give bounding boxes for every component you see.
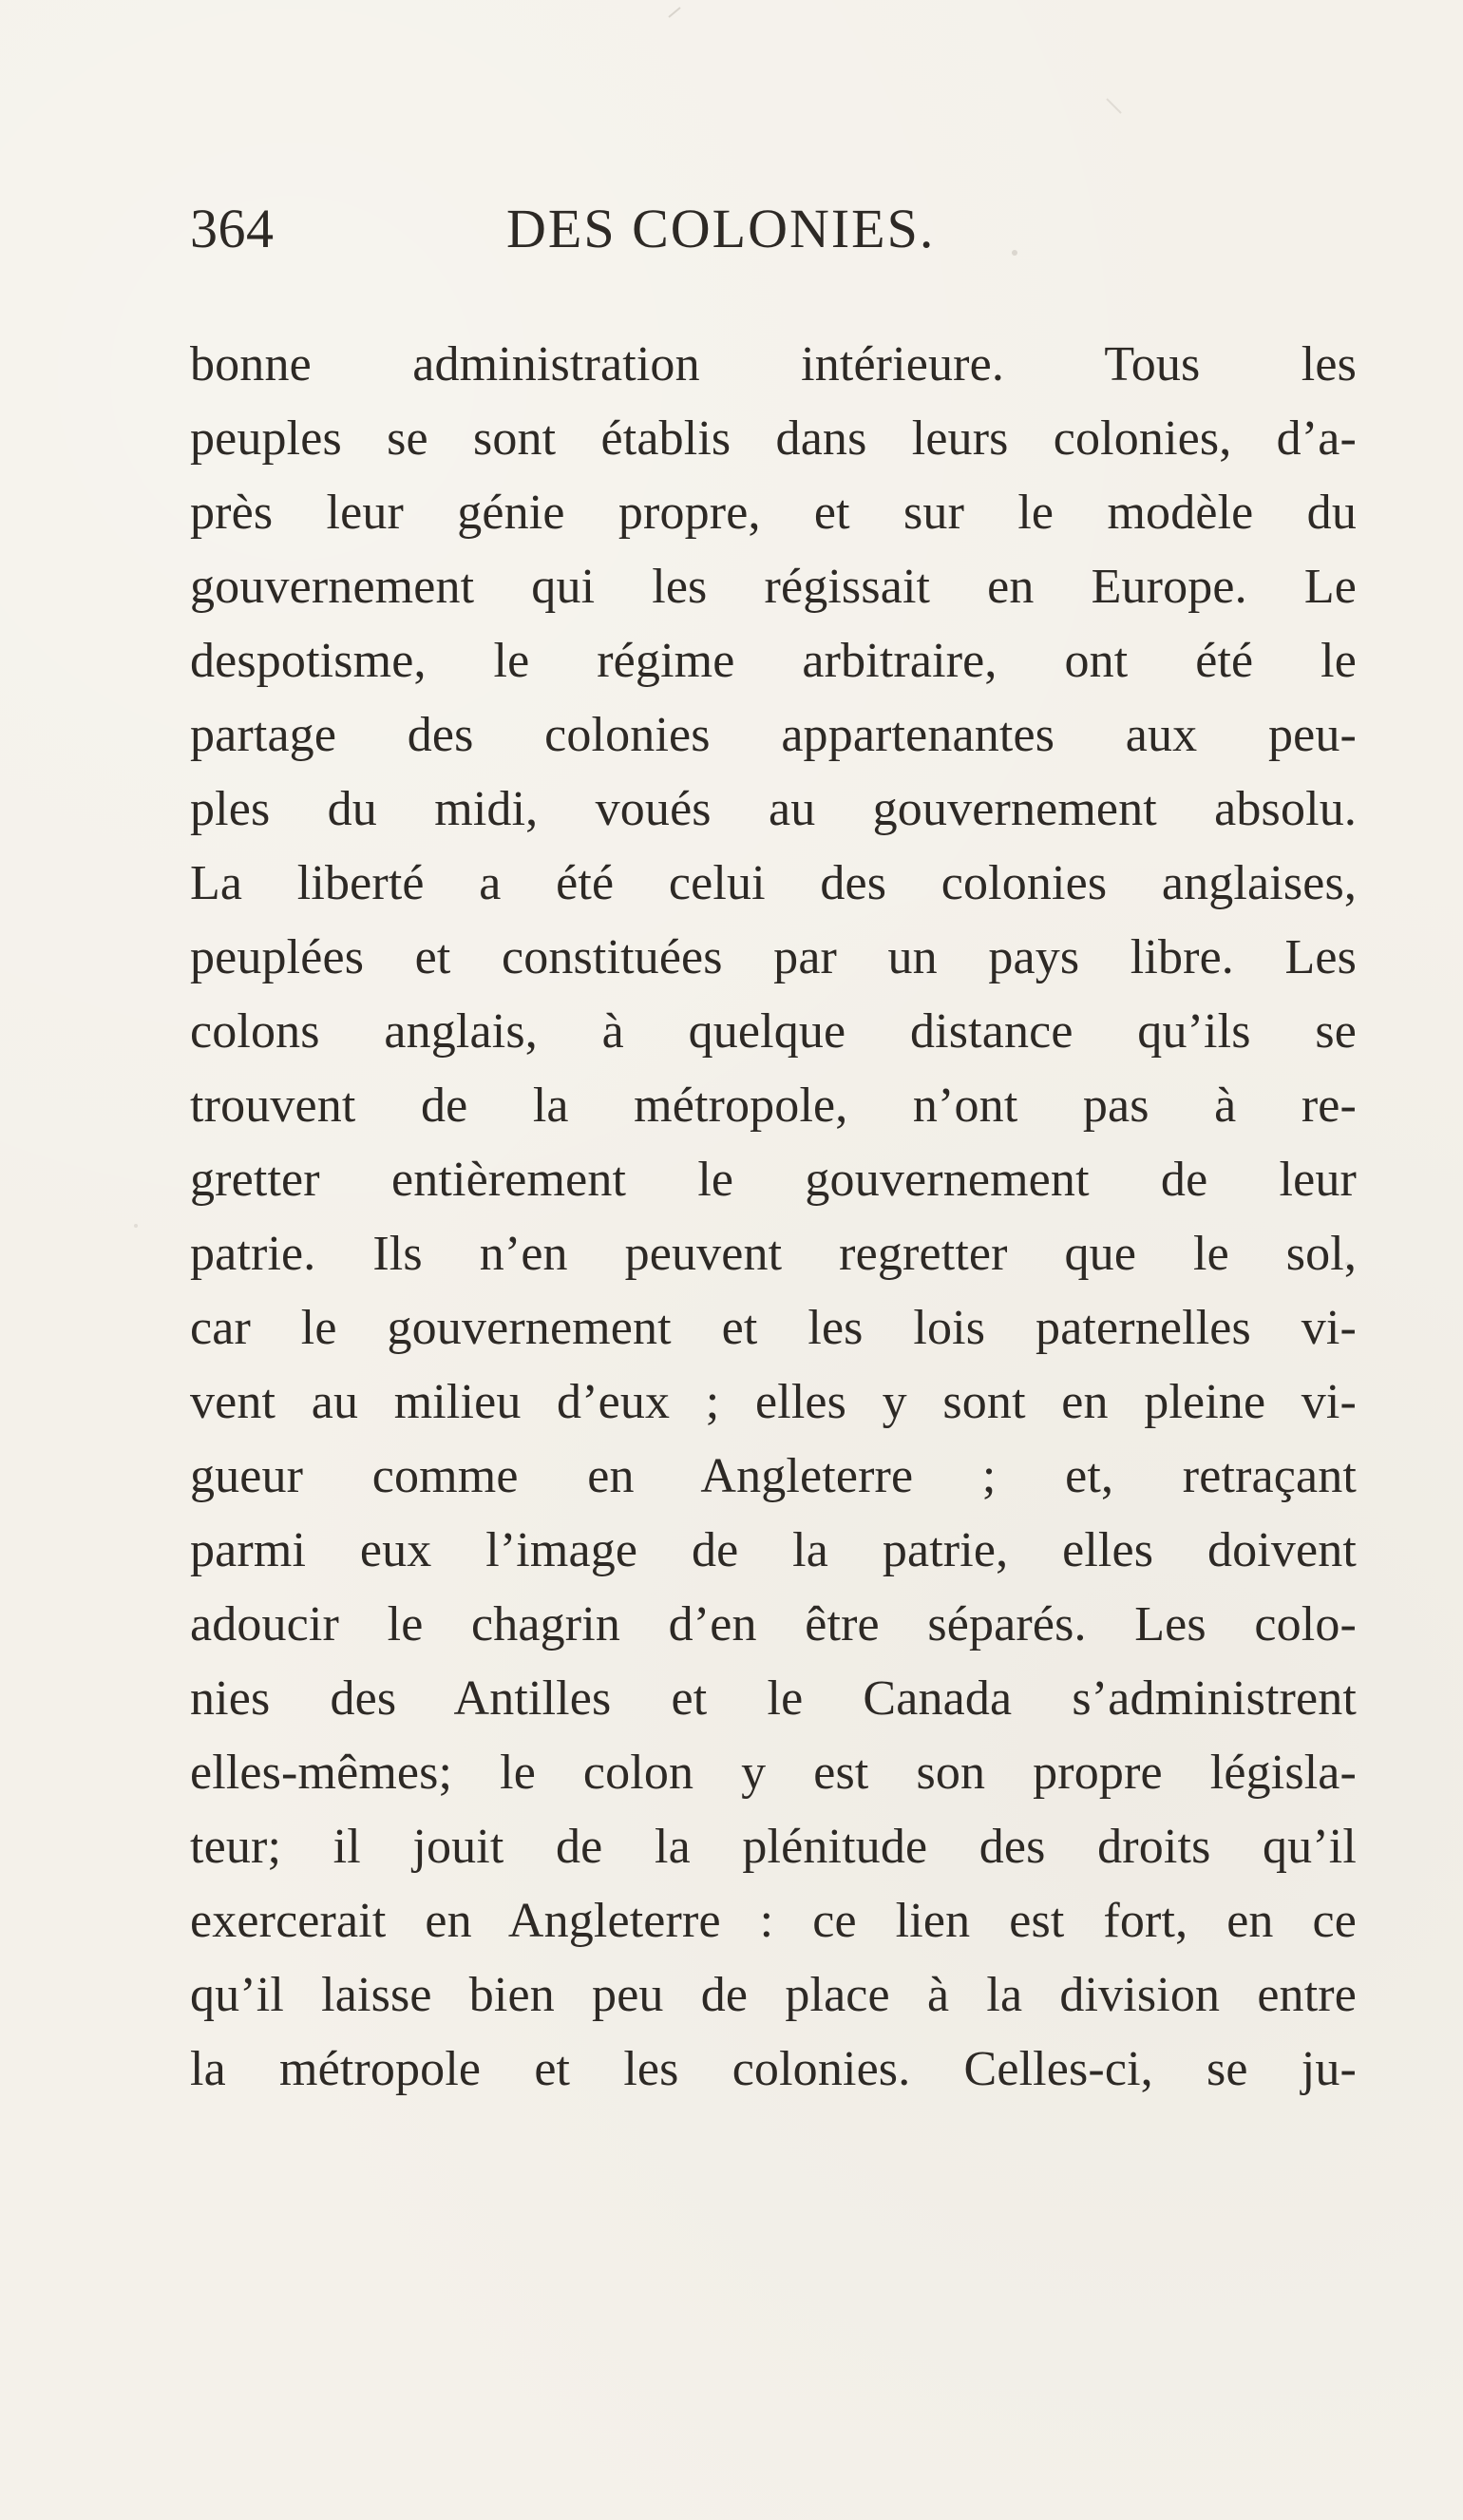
text-line: patrie. Ils n’en peuvent regretter que le sol, bbox=[190, 1227, 1357, 1281]
text-line: parmi eux l’image de la patrie, elles doivent bbox=[190, 1523, 1357, 1577]
running-title: DES COLONIES. bbox=[506, 198, 936, 259]
page-number: 364 bbox=[190, 198, 275, 259]
text-line: exercerait en Angleterre : ce lien est fort, en ce bbox=[190, 1894, 1357, 1948]
text-line: nies des Antilles et le Canada s’administrent bbox=[190, 1671, 1357, 1726]
text-line: trouvent de la métropole, n’ont pas à re- bbox=[190, 1079, 1357, 1133]
paper-mark bbox=[1107, 99, 1121, 113]
text-line: la métropole et les colonies. Celles-ci, se ju- bbox=[190, 2042, 1357, 2096]
text-line: près leur génie propre, et sur le modèle du bbox=[190, 486, 1357, 540]
text-line: gretter entièrement le gouvernement de leur bbox=[190, 1153, 1357, 1207]
text-line: peuples se sont établis dans leurs colonies, d’a- bbox=[190, 411, 1357, 466]
text-line: ples du midi, voués au gouvernement absolu. bbox=[190, 782, 1357, 836]
paper-speck bbox=[134, 1224, 138, 1228]
text-line: adoucir le chagrin d’en être séparés. Les colo- bbox=[190, 1597, 1357, 1651]
text-line: La liberté a été celui des colonies anglaises, bbox=[190, 856, 1357, 910]
text-line: elles-mêmes; le colon y est son propre législa- bbox=[190, 1746, 1357, 1800]
text-line: teur; il jouit de la plénitude des droits qu’il bbox=[190, 1820, 1357, 1874]
text-line: gouvernement qui les régissait en Europe. Le bbox=[190, 560, 1357, 614]
text-line: qu’il laisse bien peu de place à la division entre bbox=[190, 1968, 1357, 2022]
page-header bbox=[190, 198, 1311, 287]
text-line: vent au milieu d’eux ; elles y sont en pleine vi- bbox=[190, 1375, 1357, 1429]
text-line: despotisme, le régime arbitraire, ont été le bbox=[190, 634, 1357, 688]
text-line: peuplées et constituées par un pays libre. Les bbox=[190, 930, 1357, 984]
text-line: partage des colonies appartenantes aux peu- bbox=[190, 708, 1357, 762]
text-line: car le gouvernement et les lois paternelles vi- bbox=[190, 1301, 1357, 1355]
paper-mark bbox=[669, 8, 680, 17]
text-line: gueur comme en Angleterre ; et, retraçant bbox=[190, 1449, 1357, 1503]
body-text bbox=[190, 328, 1357, 2107]
text-line: colons anglais, à quelque distance qu’ils se bbox=[190, 1004, 1357, 1059]
text-line: bonne administration intérieure. Tous les bbox=[190, 337, 1357, 391]
